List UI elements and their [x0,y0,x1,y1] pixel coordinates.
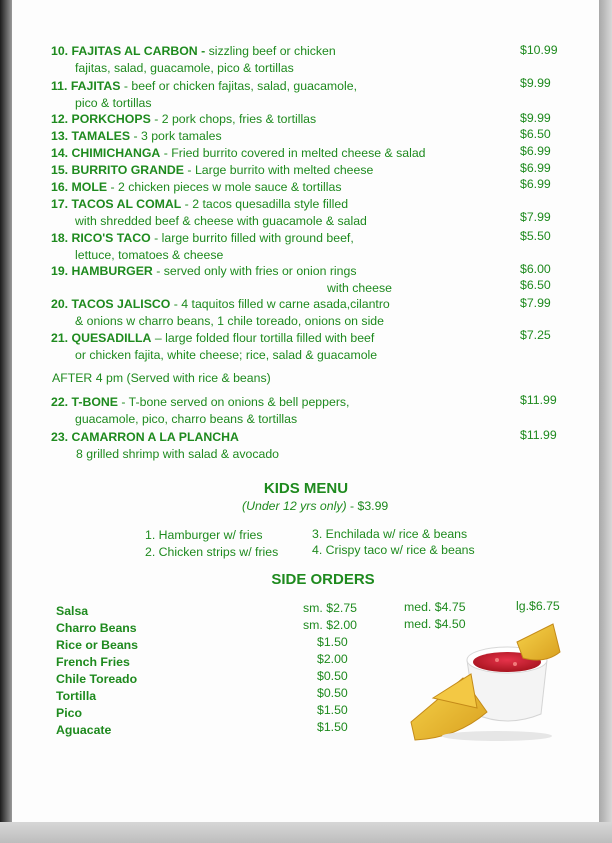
menu-item-price: $6.00 [520,262,551,276]
side-order-name: Salsa [56,604,89,618]
menu-item-price: $6.99 [520,144,551,158]
side-order-name: French Fries [56,655,130,669]
side-order-price-small: sm. $2.75 [303,601,357,615]
menu-item-desc: - T-bone served on onions & bell peppers, [117,395,350,409]
menu-item [51,330,491,364]
salsa-bowl-illustration [405,612,565,747]
side-order-price-small: $1.50 [317,720,348,734]
side-order-price-large: lg.$6.75 [516,599,560,613]
side-order-name: Charro Beans [56,621,137,635]
menu-item-price: $7.99 [520,296,551,310]
side-order-price-medium: med. $4.75 [404,600,466,614]
after-4pm-note: AFTER 4 pm (Served with rice & beans) [52,371,271,385]
kids-menu-subtitle [242,499,388,513]
menu-item-price-alt: $6.50 [520,278,551,292]
menu-item-title: 10. FAJITAS AL CARBON - [51,44,206,58]
menu-item-title: 23. CAMARRON A LA PLANCHA [51,430,239,444]
menu-item [51,196,491,230]
menu-item-price: $6.50 [520,127,551,141]
menu-item [51,128,491,145]
menu-item-desc-line2: lettuce, tomatoes & cheese [75,248,224,262]
menu-item-desc-line2: fajitas, salad, guacamole, pico & tortillas [75,61,294,75]
menu-item-desc: - 2 tacos quesadilla style filled [181,197,349,211]
menu-item-price: $9.99 [520,111,551,125]
menu-item [51,296,491,330]
menu-item-desc: - 2 chicken pieces w mole sauce & tortillas [107,180,342,194]
menu-item-desc: - Fried burrito covered in melted cheese & salad [160,146,426,160]
kids-item: 4. Crispy taco w/ rice & beans [312,543,475,557]
menu-item-price: $6.99 [520,177,551,191]
menu-item-title: 17. TACOS AL COMAL [51,197,182,211]
menu-item [51,230,491,264]
side-order-name: Aguacate [56,723,112,737]
menu-item [51,263,491,297]
menu-item-price: $9.99 [520,76,551,90]
side-order-price-small: $1.50 [317,635,348,649]
menu-item-title: 22. T-BONE [51,395,118,409]
menu-item-title: 13. TAMALES [51,129,131,143]
menu-item-desc-line2: guacamole, pico, charro beans & tortillas [75,412,298,426]
menu-item-title: 20. TACOS JALISCO [51,297,171,311]
scan-bottom-edge [0,822,612,843]
kids-item: 3. Enchilada w/ rice & beans [312,527,468,541]
scan-left-edge [0,0,12,843]
side-order-name: Rice or Beans [56,638,139,652]
menu-item-price: $6.99 [520,161,551,175]
menu-item-desc-line2: 8 grilled shrimp with salad & avocado [76,447,280,461]
menu-item-price: $11.99 [520,393,557,407]
menu-item-desc-line2: & onions w charro beans, 1 chile toreado, onions on side [75,314,384,328]
menu-item [51,162,491,179]
menu-item-price: $5.50 [520,229,551,243]
menu-item-desc: - 2 pork chops, fries & tortillas [150,112,317,126]
menu-item-price: $7.99 [520,210,551,224]
kids-item: 1. Hamburger w/ fries [145,528,263,542]
menu-item-title: 21. QUESADILLA [51,331,152,345]
menu-item [51,111,491,128]
menu-item-desc: – large folded flour tortilla filled with beef [151,331,375,345]
menu-item-desc: - served only with fries or onion rings [152,264,357,278]
menu-item-title: 16. MOLE [51,180,108,194]
menu-item [51,145,491,162]
menu-item-desc: - 4 taquitos filled w carne asada,cilantro [170,297,390,311]
side-order-price-small: $0.50 [317,669,348,683]
side-order-price-small: $0.50 [317,686,348,700]
kids-item: 2. Chicken strips w/ fries [145,545,279,559]
menu-item-desc-line2: pico & tortillas [75,96,152,110]
menu-item-desc: - large burrito filled with ground beef, [150,231,354,245]
kids-age-note: (Under 12 yrs only) [242,499,347,513]
menu-item-title: 18. RICO'S TACO [51,231,151,245]
menu-item [51,43,491,77]
side-order-price-small: $2.00 [317,652,348,666]
menu-item-title: 11. FAJITAS [51,79,121,93]
side-order-price-small: $1.50 [317,703,348,717]
menu-item [51,179,491,196]
menu-item-title: 15. BURRITO GRANDE [51,163,185,177]
side-order-price-small: sm. $2.00 [303,618,357,632]
kids-price: - $3.99 [346,499,389,513]
side-order-price-medium: med. $4.50 [404,617,466,631]
side-order-name: Tortilla [56,689,97,703]
menu-item [51,394,491,428]
menu-item-desc: sizzling beef or chicken [205,44,336,58]
side-orders-title: SIDE ORDERS [271,571,375,588]
menu-item [51,429,491,463]
menu-item-desc-line2: with cheese [327,281,392,295]
side-order-name: Chile Toreado [56,672,138,686]
menu-item-desc-line2: with shredded beef & cheese with guacamole & salad [75,214,367,228]
menu-item-price: $10.99 [520,43,558,57]
kids-menu-title: KIDS MENU [263,480,349,497]
menu-item-title: 14. CHIMICHANGA [51,146,161,160]
side-order-name: Pico [56,706,82,720]
menu-item-title: 12. PORKCHOPS [51,112,151,126]
menu-item [51,78,491,112]
menu-item-price: $7.25 [520,328,551,342]
menu-item-desc: - Large burrito with melted cheese [184,163,374,177]
scan-right-edge [599,0,612,843]
menu-item-title: 19. HAMBURGER [51,264,153,278]
menu-item-desc-line2: or chicken fajita, white cheese; rice, salad & guacamole [75,348,378,362]
menu-item-desc: - 3 pork tamales [130,129,222,143]
menu-item-price: $11.99 [520,428,557,442]
menu-item-desc: - beef or chicken fajitas, salad, guacamole, [120,79,357,93]
